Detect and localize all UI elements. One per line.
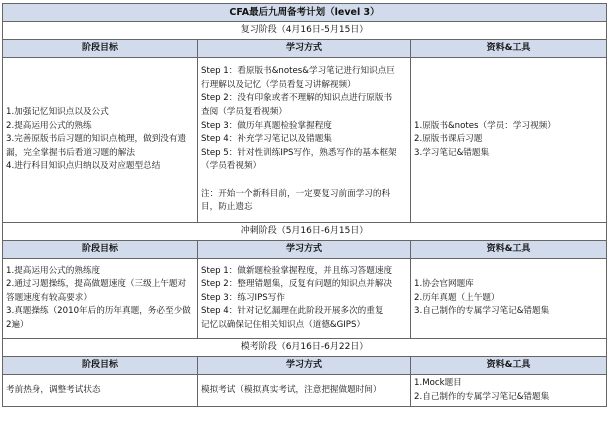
phase2-methods	[198, 259, 411, 339]
method-line: 行理解以及记忆（学员看复习讲解视频）	[201, 79, 356, 90]
goal-item: 3.完善原版书后习题的知识点梳理，做到没有遗漏，完全掌握书后看道习题的解法	[6, 134, 187, 158]
phase3-methods-header: 学习方式	[198, 357, 411, 375]
material-item: 3.自己制作的专属学习笔记&错题集	[414, 306, 550, 317]
method-note: 目，防止遗忘	[201, 202, 253, 213]
phase3-header-row	[3, 357, 607, 375]
phase3-methods	[198, 375, 411, 407]
material-item: 1.协会官网题库	[414, 279, 474, 290]
phase2-materials	[411, 259, 607, 339]
phase2-header-row	[3, 241, 607, 259]
phase1-materials	[411, 58, 607, 223]
method-line: （学员看视频）	[201, 161, 262, 172]
method-line: Step 5：针对性训练IPS写作，熟悉写作的基本框架	[201, 147, 397, 158]
goal-item: 3.真题操练（2010年后的历年真题，务必至少做2遍）	[6, 306, 191, 330]
method-spacer	[201, 174, 407, 188]
page-title: CFA最后九周备考计划（level 3）	[3, 4, 607, 22]
phase1-methods	[198, 58, 411, 223]
phase3-goals	[3, 375, 198, 407]
material-item: 2.自己制作的专属学习笔记&错题集	[414, 391, 550, 402]
goal-item: 1.加强记忆知识点以及公式	[6, 107, 109, 118]
method-line: Step 4：补充学习笔记以及错题集	[201, 134, 332, 145]
phase3-row	[3, 339, 607, 357]
goal-item: 4.进行科目知识点归纳以及对应题型总结	[6, 161, 161, 172]
phase1-materials-header: 资料&工具	[411, 40, 607, 58]
phase2-goals	[3, 259, 198, 339]
method-line: Step 3：练习IPS写作	[201, 292, 285, 303]
phase2-row	[3, 223, 607, 241]
method-line: Step 2：没有印象或者不理解的知识点进行原版书	[201, 93, 393, 104]
phase3-label: 模考阶段（6月16日-6月22日）	[3, 339, 607, 357]
phase3-materials	[411, 375, 607, 407]
method-line: Step 4：针对记忆漏理在此阶段开展多次的重复	[201, 306, 384, 317]
material-item: 3.学习笔记&错题集	[414, 147, 490, 158]
material-item: 1.Mock题目	[414, 377, 462, 388]
method-line: 模拟考试（模拟真实考试，注意把握做题时间）	[201, 384, 382, 395]
phase2-content-row	[3, 259, 607, 339]
phase2-label: 冲刺阶段（5月16日-6月15日）	[3, 223, 607, 241]
goal-item: 考前热身，调整考试状态	[6, 384, 101, 395]
phase2-methods-header: 学习方式	[198, 241, 411, 259]
phase2-materials-header: 资料&工具	[411, 241, 607, 259]
phase1-goals-header: 阶段目标	[3, 40, 198, 58]
plan-table	[2, 3, 607, 407]
method-line: 查阅（学员复看视频）	[201, 107, 287, 118]
phase1-row	[3, 22, 607, 40]
phase1-header-row	[3, 40, 607, 58]
goal-item: 2.通过习题操练，提高做题速度（三级上午题对答题速度有较高要求）	[6, 279, 187, 303]
phase3-goals-header: 阶段目标	[3, 357, 198, 375]
method-line: Step 1：看原版书&notes&学习笔记进行知识点巨	[201, 66, 395, 77]
phase1-content-row	[3, 58, 607, 223]
title-row	[3, 4, 607, 22]
phase1-goals	[3, 58, 198, 223]
phase3-materials-header: 资料&工具	[411, 357, 607, 375]
method-line: Step 3：做历年真题检验掌握程度	[201, 120, 332, 131]
study-plan	[2, 3, 606, 428]
method-note: 注：开始一个新科目前，一定要复习前面学习的科	[201, 188, 391, 199]
material-item: 2.原版书课后习题	[414, 134, 483, 145]
method-line: Step 2：整理错题集，反复有问题的知识点并解决	[201, 279, 393, 290]
phase1-label: 复习阶段（4月16日-5月15日）	[3, 22, 607, 40]
goal-item: 1.提高运用公式的熟练度	[6, 265, 101, 276]
material-item: 1.原版书&notes（学员：学习视频）	[414, 120, 556, 131]
phase3-content-row	[3, 375, 607, 407]
goal-item: 2.提高运用公式的熟练	[6, 120, 92, 131]
method-line: 记忆以确保记住相关知识点（道德&GIPS）	[201, 319, 366, 330]
method-line: Step 1：做新题检验掌握程度，并且练习答题速度	[201, 265, 393, 276]
phase2-goals-header: 阶段目标	[3, 241, 198, 259]
phase1-methods-header: 学习方式	[198, 40, 411, 58]
material-item: 2.历年真题（上午题）	[414, 292, 500, 303]
